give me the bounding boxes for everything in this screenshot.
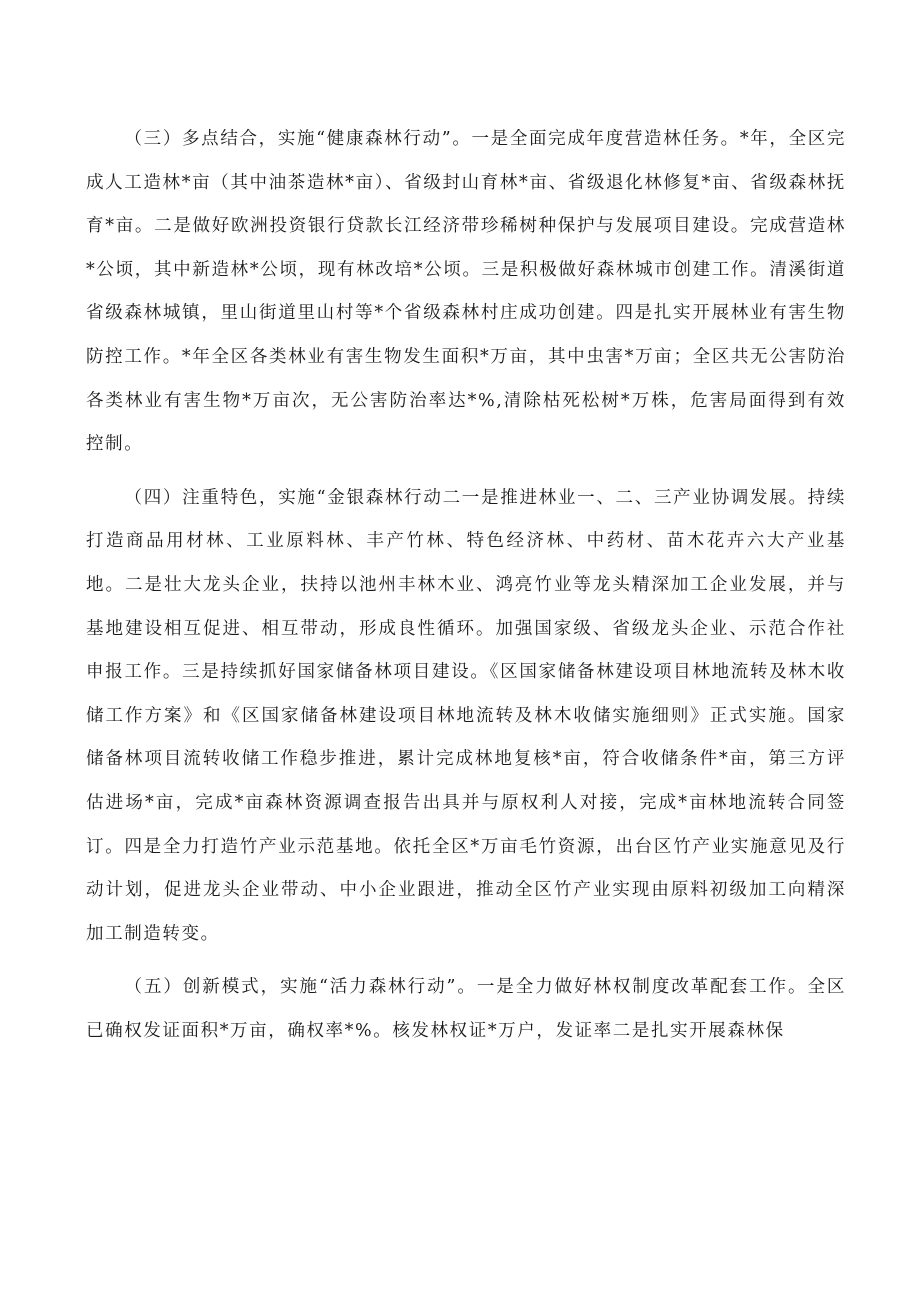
paragraph-4-golden-silver-forest-action: （四）注重特色，实施“金银森林行动二一是推进林业一、二、三产业协调发展。持续打造商品用材林、工业原料林、丰产竹林、特色经济林、中药材、苗木花卉六大产业基地。二是壮大龙头企业，扶持以池州丰林木业、鸿亮竹业等龙头精深加工企业发展，并与基地建设相互促进、相互带动，形成良性循环。加强国家级、省级龙头企业、示范合作社申报工作。三是持续抓好国家储备林项目建设。《区国家储备林建设项目林地流转及林木收储工作方案》和《区国家储备林建设项目林地流转及林木收储实施细则》正式实施。国家储备林项目流转收储工作稳步推进，累计完成林地复核*亩，符合收储条件*亩，第三方评估进场*亩，完成*亩森林资源调查报告出具并与原权利人对接，完成*亩林地流转合同签订。四是全力打造竹产业示范基地。依托全区*万亩毛竹资源，出台区竹产业实施意见及行动计划，促进龙头企业带动、中小企业跟进，推动全区竹产业实现由原料初级加工向精深加工制造转变。 xyxy=(86,487,846,944)
paragraph-3-healthy-forest-action: （三）多点结合，实施“健康森林行动”。一是全面完成年度营造林任务。*年，全区完成人工造林*亩（其中油茶造林*亩）、省级封山育林*亩、省级退化林修复*亩、省级森林抚育*亩。二是做好欧洲投资银行贷款长江经济带珍稀树种保护与发展项目建设。完成营造林*公顷，其中新造林*公顷，现有林改培*公顷。三是积极做好森林城市创建工作。清溪街道省级森林城镇，里山街道里山村等*个省级森林村庄成功创建。四是扎实开展林业有害生物防控工作。*年全区各类林业有害生物发生面积*万亩，其中虫害*万亩；全区共无公害防治各类林业有害生物*万亩次，无公害防治率达*%,清除枯死松树*万株，危害局面得到有效控制。 xyxy=(86,129,846,455)
paragraph-5-vital-forest-action: （五）创新模式，实施“活力森林行动”。一是全力做好林权制度改革配套工作。全区已确权发证面积*万亩，确权率*%。核发林权证*万户，发证率二是扎实开展森林保 xyxy=(86,977,846,1041)
document-body xyxy=(86,118,846,1063)
